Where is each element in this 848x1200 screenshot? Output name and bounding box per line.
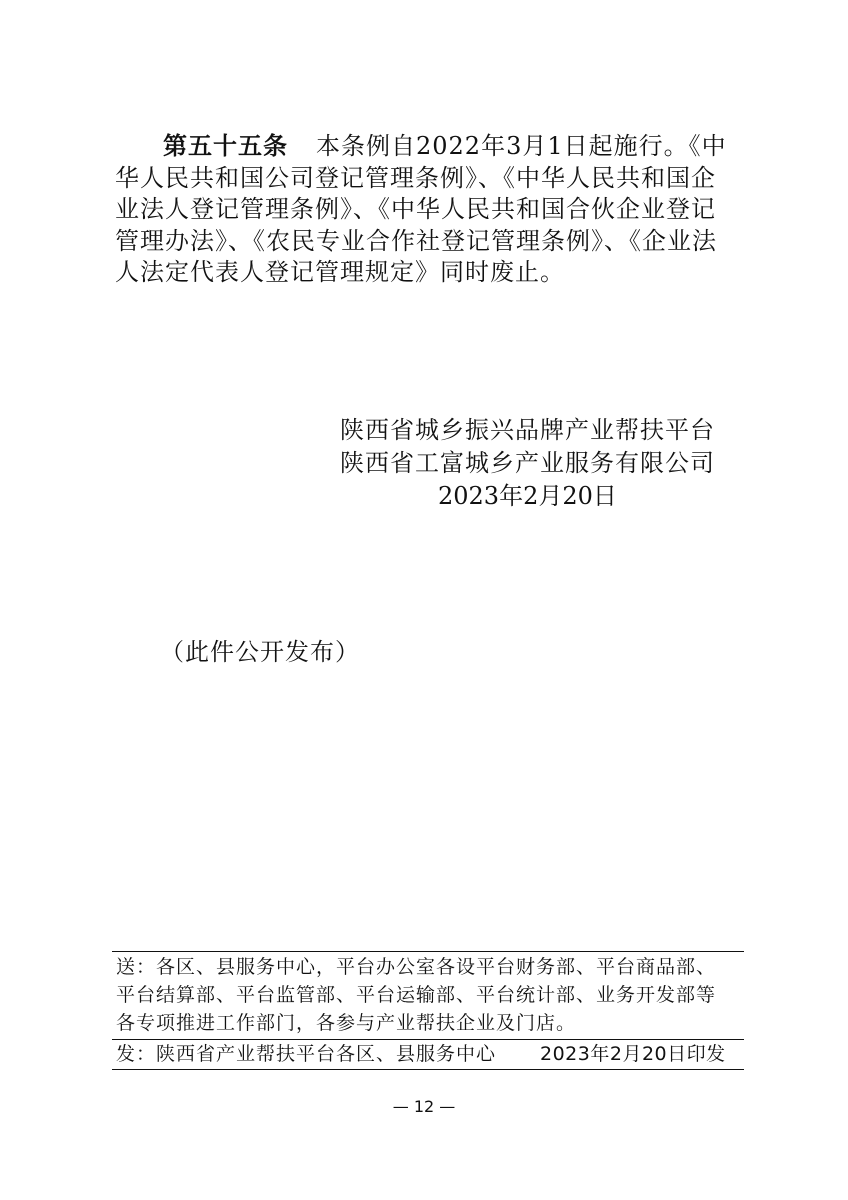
footer-top-rule [112, 951, 744, 952]
issue-date: 2023年2月20日印发 [540, 1043, 726, 1065]
signature-org-2: 陕西省工富城乡产业服务有限公司 [340, 449, 715, 477]
issue-line [116, 1041, 726, 1068]
signature-org-1: 陕西省城乡振兴品牌产业帮扶平台 [340, 416, 715, 444]
footer-middle-rule [112, 1039, 744, 1040]
article-paragraph [115, 130, 731, 289]
article-number: 第五十五条 [163, 131, 288, 160]
distribution-list: 送：各区、县服务中心，平台办公室各设平台财务部、平台商品部、平台结算部、平台监管部、平台运输部、平台统计部、业务开发部等各专项推进工作部门，各参与产业帮扶企业及门店。 [116, 956, 717, 1034]
issuer: 发：陕西省产业帮扶平台各区、县服务中心 [116, 1043, 497, 1065]
publicity-note: （此件公开发布） [160, 638, 360, 666]
footer-bottom-rule [112, 1069, 744, 1070]
page-number: — 12 — [392, 1097, 456, 1116]
article-text: 本条例自2022年3月1日起施行。《中华人民共和国公司登记管理条例》、《中华人民共和国企业法人登记管理条例》、《中华人民共和国合伙企业登记管理办法》、《农民专业合作社登记管理条例》、《企业法人法定代表人登记管理规定》同时废止。 [115, 132, 727, 286]
signature-date: 2023年2月20日 [438, 482, 617, 510]
